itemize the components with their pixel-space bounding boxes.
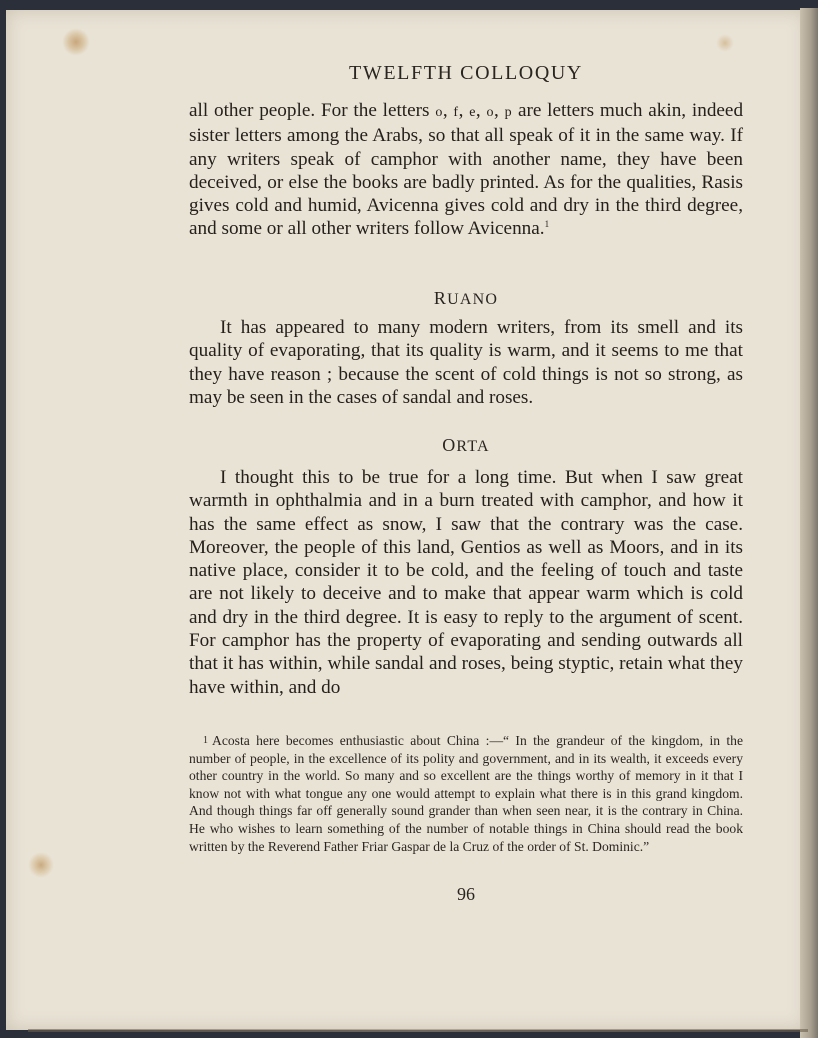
speaker-rest: UANO	[447, 291, 499, 308]
speaker-initial: R	[433, 288, 448, 308]
paragraph-text	[189, 99, 743, 241]
paragraph-text: It has appeared to many modern writers, from its smell and its quality of evaporating, that its quality is warm, and it seems to me that they have reason ; because the scent of cold things is not so strong, as may be seen in the cases of sandal and roses.	[189, 317, 743, 408]
text-run: ,	[475, 100, 487, 121]
foxing-stain	[28, 852, 54, 878]
speaker-heading-ruano	[189, 288, 743, 309]
footnote-number: 1	[203, 735, 208, 746]
footnote-reference: 1	[544, 219, 550, 230]
footnote-text: Acosta here becomes enthusiastic about China :—“ In the grandeur of the kingdom, in the number of people, in the excellence of its polity and government, and in its wealth, it exceeds every other country in the world. So many and so excellent are the things worthy of memory in it that I know not with what tongue any one would attempt to explain what there is in this grand kingdom. And though things far off generally sound grander than when seen near, it is the contrary in China. He who wishes to learn something of the number of notable things in China should read the book written by the Reverend Father Friar Gaspar de la Cruz of the order of St. Dominic.”	[189, 733, 743, 854]
text-run: are letters much akin, indeed sister letters among the Arabs, so that all speak of it in the same way. If any writers speak of camphor with another name, they have been deceived, or else the books are badly printed. As for the qualities, Rasis gives cold and humid, Avicenna gives cold and dry in the third degree, and some or all other writers follow Avicenna.	[189, 100, 744, 240]
page-number: 96	[457, 884, 475, 904]
foxing-stain	[716, 34, 734, 52]
paragraph-text: I thought this to be true for a long time. But when I saw great warmth in ophthalmia and in a burn treated with camphor, and how it has the same effect as snow, I saw that the contrary was the case. Moreover, the people of this land, Gentios as well as Moors, and in its native place, consider it to be cold, and the feeling of touch and taste are not likely to deceive and to make that appear warm which is cold and dry in the third degree. It is easy to reply to the argument of scent. For camphor has the property of evaporating and sending outwards all that it has within, while sandal and roses, being styptic, retain what they have within, and do	[189, 467, 743, 698]
paragraph-orta	[189, 466, 743, 699]
page-edge	[800, 8, 818, 1038]
speaker-heading-orta	[189, 435, 743, 456]
paragraph-continuation	[189, 99, 743, 241]
paragraph-ruano	[189, 316, 743, 409]
text-run: ,	[442, 100, 454, 121]
small-cap-letter: o	[435, 105, 443, 120]
text-run: ,	[494, 100, 505, 121]
text-run: ,	[458, 100, 470, 121]
speaker-initial: O	[442, 435, 457, 455]
running-head: TWELFTH COLLOQUY	[349, 62, 583, 84]
page-bottom-edge	[28, 1029, 808, 1032]
small-cap-letter: p	[504, 105, 513, 120]
footnote	[189, 732, 743, 855]
foxing-stain	[62, 28, 90, 56]
speaker-rest: RTA	[456, 438, 490, 455]
text-run: all other people. For the letters	[189, 100, 436, 121]
small-cap-letter: o	[486, 105, 495, 120]
small-cap-letter: e	[469, 105, 476, 120]
small-cap-letter: f	[453, 105, 459, 120]
